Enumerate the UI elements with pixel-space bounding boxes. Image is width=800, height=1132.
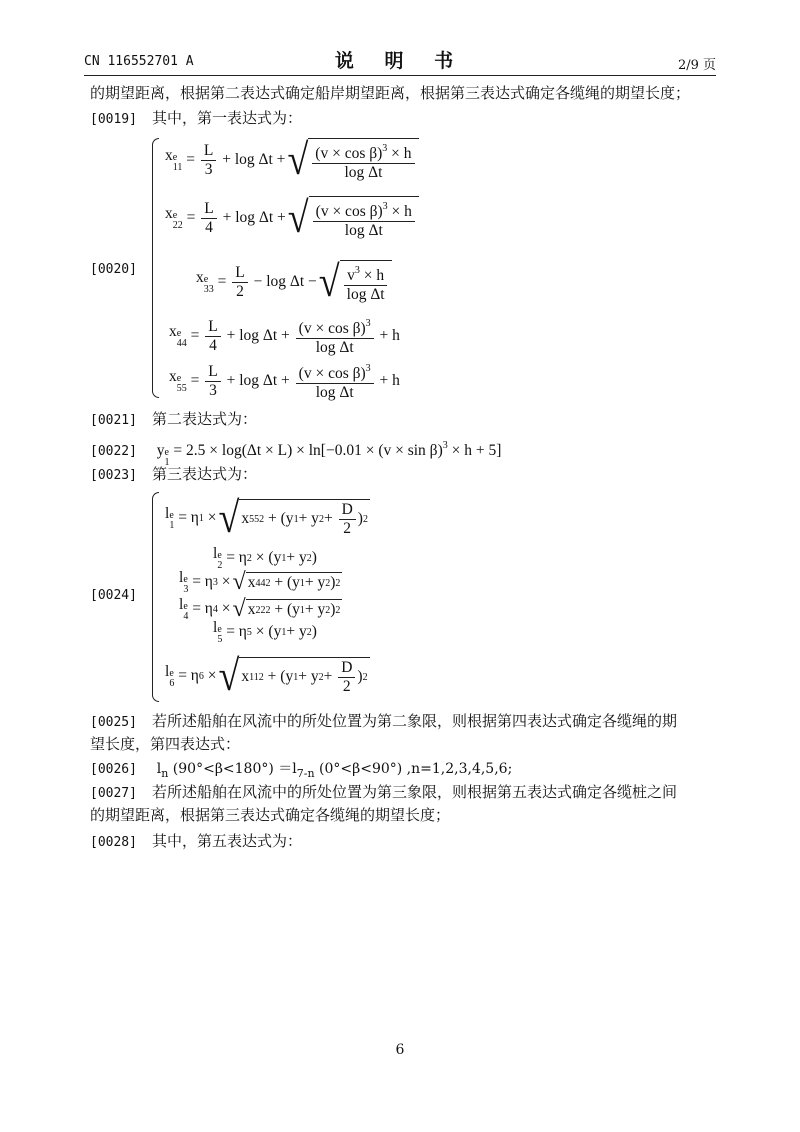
page-number: 6: [395, 1042, 405, 1058]
paragraph-number: [0022]: [90, 444, 137, 459]
paragraph-0027: [90, 781, 716, 805]
document-title: 说 明 书: [334, 50, 466, 72]
paragraph-0025-line2: 望长度，第四表达式：: [90, 735, 241, 753]
equation-x11: x e 11 = $\frac{L}{3}$ + log Δt + √ $\frac{(v \times \cos \beta)^3 \times h}{\text{log Δt}}$: [165, 134, 419, 186]
paragraph-number: [0023]: [90, 468, 137, 483]
paragraph-continuation: 的期望距离，根据第二表达式确定船岸期望距离，根据第三表达式确定各缆绳的期望长度；: [90, 84, 691, 102]
paragraph-text: 其中，第五表达式为：: [152, 832, 303, 850]
paragraph-0023: [90, 463, 716, 487]
paragraph-0019: [90, 107, 716, 131]
equation-l2: l e 2 = η 2 × (y 1 + y 2 ): [213, 545, 317, 571]
paragraph-text: 其中，第一表达式为：: [152, 109, 303, 127]
equation-brace: [152, 138, 159, 398]
equation-l1: l e 1 = η 1 × √ x 55 2 + (y 1 + y 2 + $\frac{D}{2}$ ) 2: [165, 493, 368, 543]
paragraph-number: [0021]: [90, 413, 137, 428]
equation-y1: y e 1 = $2.5 \times \log(\Delta t \times L) \times \ln[-0.01 \times (v \times \sin \beta)^3 \times h + 5]$: [156, 440, 502, 468]
equation-x55: x e 55 = $\frac{L}{3}$ + log Δt + $\frac{(v \times \cos \beta)^3}{\text{log Δt}}$ + h: [169, 358, 400, 404]
paragraph-text: 若所述船舶在风流中的所处位置为第三象限，则根据第五表达式确定各缆桩之间: [152, 783, 678, 801]
equation-x44: x e 44 = $\frac{L}{4}$ + log Δt + $\frac{(v \times \cos \beta)^3}{\text{log Δt}}$ + h: [169, 313, 400, 359]
paragraph-number-0020: [0020]: [90, 262, 137, 277]
equation-l4: l e 4 = η 4 × √ x 22 2 + (y 1 + y 2 ) 2: [179, 596, 341, 622]
paragraph-text: 第二表达式为：: [152, 410, 258, 428]
equation-x22: x e 22 = $\frac{L}{4}$ + log Δt + √ $\frac{(v \times \cos \beta)^3 \times h}{\text{log Δt}}$: [165, 192, 419, 244]
publication-number: CN 116552701 A: [84, 54, 194, 69]
paragraph-number-0024: [0024]: [90, 588, 137, 603]
paragraph-0028: [90, 830, 716, 854]
paragraph-number: [0027]: [90, 786, 137, 801]
paragraph-number: [0025]: [90, 715, 137, 730]
equation-brace: [152, 492, 159, 702]
paragraph-number: [0019]: [90, 112, 137, 127]
equation-l5: l e 5 = η 5 × (y 1 + y 2 ): [213, 619, 317, 645]
paragraph-number: [0028]: [90, 835, 137, 850]
equation-l3: l e 3 = η 3 × √ x 44 2 + (y 1 + y 2 ) 2: [179, 569, 341, 595]
paragraph-number: [0026]: [90, 762, 137, 777]
equation-x33: x e 33 = $\frac{L}{2}$ − log Δt − √ $\frac{v^3 \times h}{\text{log Δt}}$: [196, 256, 392, 308]
paragraph-0021: [90, 408, 716, 432]
paragraph-0025: [90, 710, 716, 734]
header-rule: [84, 75, 716, 76]
equation-l6: l e 6 = η 6 × √ x 11 2 + (y 1 + y 2 + $\frac{D}{2}$ ) 2: [165, 651, 368, 701]
paragraph-text: 若所述船舶在风流中的所处位置为第二象限，则根据第四表达式确定各缆绳的期: [152, 712, 678, 730]
equation-fourth: $l_n$ $(90^\circ<\beta<180^\circ) =l_{7-n}$ (0°<β<90°) ,n=1,2,3,4,5,6;: [156, 761, 513, 780]
paragraph-0027-line2: 的期望距离，根据第三表达式确定各缆绳的期望长度；: [90, 806, 451, 824]
paragraph-text: 第三表达式为：: [152, 465, 258, 483]
page-indicator: 2/9 页: [677, 58, 716, 73]
page-header: [84, 46, 716, 76]
